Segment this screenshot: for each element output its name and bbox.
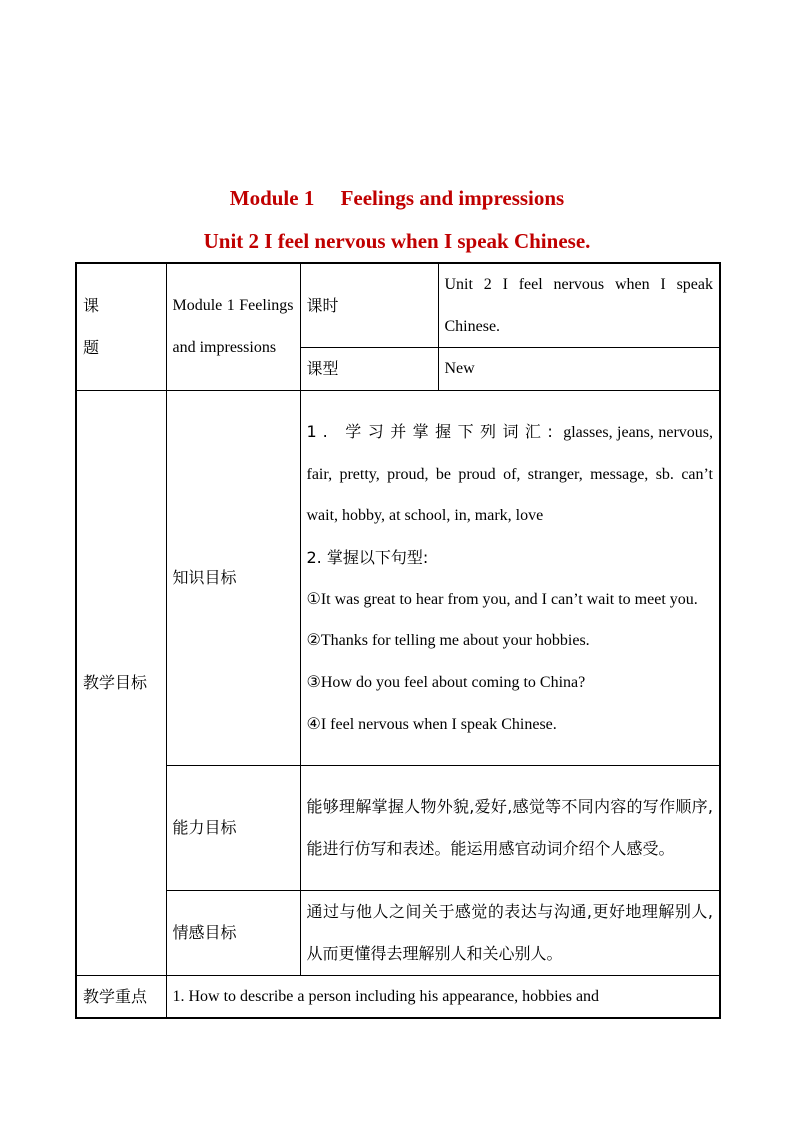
type-label: 课型: [300, 348, 438, 391]
vocab-words: glasses, jeans, nervous, fair, pretty, proud, be proud of, stranger, message, sb. can’t wait, hobby, at school, in, mark, love: [306, 423, 713, 525]
ability-label: 能力目标: [166, 766, 300, 891]
goals-label: 教学目标: [76, 391, 166, 975]
module-title: Module 1 Feelings and impressions: [229, 186, 565, 210]
vocab-intro: 1. 学习并掌握下列词汇:: [306, 421, 559, 441]
sentence-4: ④I feel nervous when I speak Chinese.: [306, 715, 557, 733]
unit-title: Unit 2 I feel nervous when I speak Chinese.: [203, 229, 591, 253]
patterns-intro: 2. 掌握以下句型:: [306, 547, 429, 567]
key-points-content: 1. How to describe a person including his appearance, hobbies and: [166, 975, 720, 1018]
ability-content: 能够理解掌握人物外貌,爱好,感觉等不同内容的写作顺序,能进行仿写和表述。能运用感官动词介绍个人感受。: [300, 766, 720, 891]
module-cell: Module 1 Feelings and impressions: [166, 263, 300, 391]
sentence-1: ①It was great to hear from you, and I can’t wait to meet you.: [306, 590, 698, 608]
emotion-label: 情感目标: [166, 891, 300, 975]
emotion-content: 通过与他人之间关于感觉的表达与沟通,更好地理解别人,从而更懂得去理解别人和关心别人。: [300, 891, 720, 975]
sentence-2: ②Thanks for telling me about your hobbies.: [306, 632, 590, 650]
knowledge-content: [300, 391, 720, 766]
topic-label: 课 题: [76, 263, 166, 391]
period-label: 课时: [300, 263, 438, 348]
period-value: Unit 2 I feel nervous when I speak Chinese.: [438, 263, 720, 348]
key-points-label: 教学重点: [76, 975, 166, 1018]
sentence-3: ③How do you feel about coming to China?: [306, 674, 586, 692]
type-value: New: [438, 348, 720, 391]
knowledge-label: 知识目标: [166, 391, 300, 766]
lesson-plan-table: [75, 262, 721, 1019]
